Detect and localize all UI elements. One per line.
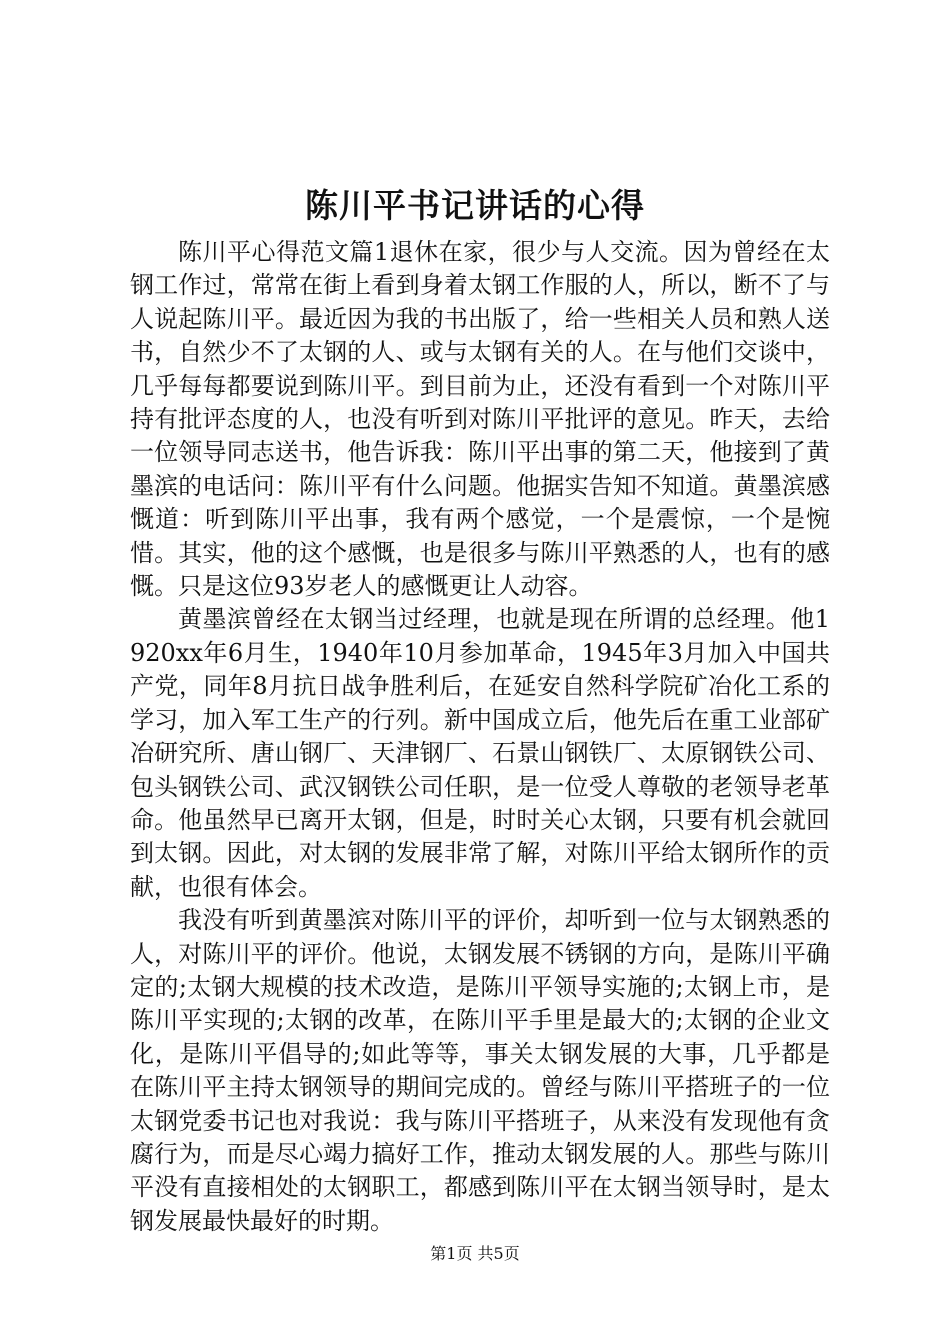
paragraph: 我没有听到黄墨滨对陈川平的评价，却听到一位与太钢熟悉的人，对陈川平的评价。他说，太钢发展不锈钢的方向，是陈川平确定的;太钢大规模的技术改造，是陈川平领导实施的;太钢上市，是陈川平实现的;太钢的改革，在陈川平手里是最大的;太钢的企业文化，是陈川平倡导的;如此等等，事关太钢发展的大事，几乎都是在陈川平主持太钢领导的期间完成的。曾经与陈川平搭班子的一位太钢党委书记也对我说：我与陈川平搭班子，从来没有发现他有贪腐行为，而是尽心竭力搞好工作，推动太钢发展的人。那些与陈川平没有直接相处的太钢职工，都感到陈川平在太钢当领导时，是太钢发展最快最好的时期。 — [130, 906, 830, 1235]
paragraph: 陈川平心得范文篇1退休在家，很少与人交流。因为曾经在太钢工作过，常常在街上看到身着太钢工作服的人，所以，断不了与人说起陈川平。最近因为我的书出版了，给一些相关人员和熟人送书，自然少不了太钢的人、或与太钢有关的人。在与他们交谈中，几乎每每都要说到陈川平。到目前为止，还没有看到一个对陈川平持有批评态度的人，也没有听到对陈川平批评的意见。昨天，去给一位领导同志送书，他告诉我：陈川平出事的第二天，他接到了黄墨滨的电话问：陈川平有什么问题。他据实告知不知道。黄墨滨感慨道：听到陈川平出事，我有两个感觉，一个是震惊，一个是惋惜。其实，他的这个感慨，也是很多与陈川平熟悉的人，也有的感慨。只是这位93岁老人的感慨更让人动容。 — [130, 238, 830, 601]
document-body — [130, 236, 830, 1238]
page-number-footer: 第1页 共5页 — [430, 1244, 520, 1263]
document-title: 陈川平书记讲话的心得 — [305, 186, 645, 225]
paragraph: 黄墨滨曾经在太钢当过经理，也就是现在所谓的总经理。他1920xx年6月生，1940年10月参加革命，1945年3月加入中国共产党，同年8月抗日战争胜利后，在延安自然科学院矿冶化工系的学习，加入军工生产的行列。新中国成立后，他先后在重工业部矿冶研究所、唐山钢厂、天津钢厂、石景山钢铁厂、太原钢铁公司、包头钢铁公司、武汉钢铁公司任职，是一位受人尊敬的老领导老革命。他虽然早已离开太钢，但是，时时关心太钢，只要有机会就回到太钢。因此，对太钢的发展非常了解，对陈川平给太钢所作的贡献，也很有体会。 — [130, 605, 830, 901]
